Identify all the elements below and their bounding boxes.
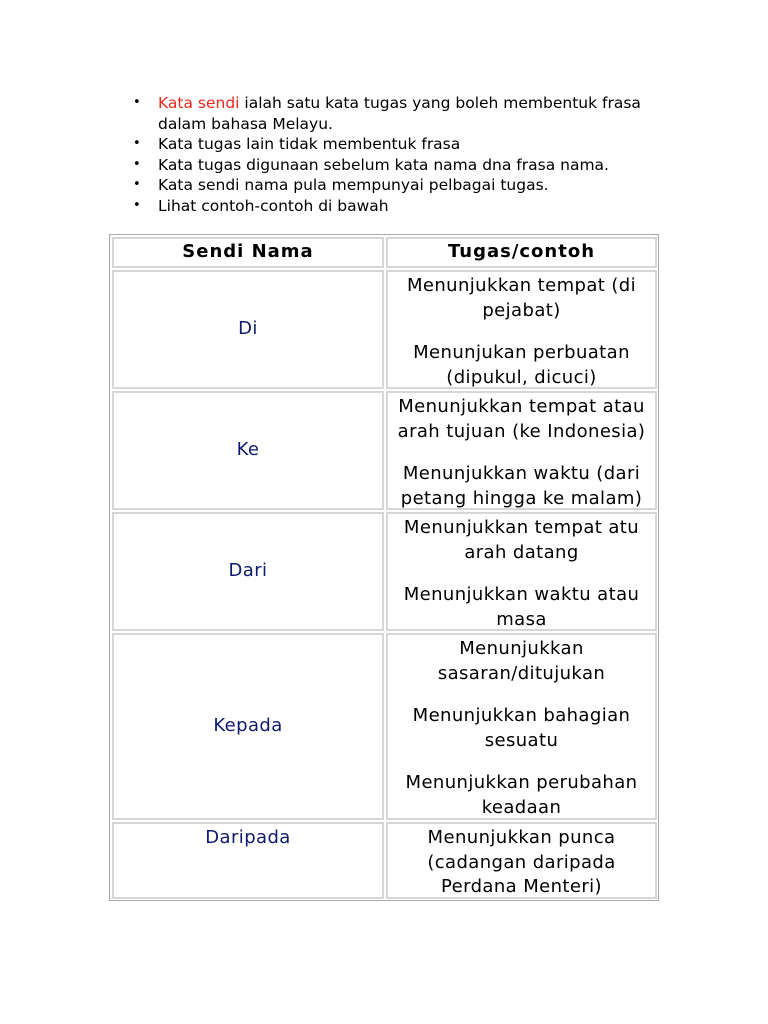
bullet-text: Kata tugas lain tidak membentuk frasa: [158, 135, 461, 154]
tugas-example: Menunjukkan tempat atu arah datang: [403, 517, 640, 563]
tugas-example: Menunjukan perbuatan (dipukul, dicuci): [413, 342, 630, 388]
tugas-example: Menunjukkan waktu atau masa: [403, 584, 640, 630]
bullet-text: Kata tugas digunaan sebelum kata nama dna frasa nama.: [158, 155, 609, 174]
bullet-dot-icon: •: [133, 136, 141, 152]
bullet-dot-icon: •: [133, 177, 141, 193]
sendi-cell: Ke: [112, 391, 384, 510]
sendi-nama-table: [109, 234, 659, 901]
tugas-example: Menunjukkan punca (cadangan daripada Perdana Menteri): [427, 827, 616, 897]
tugas-example: Menunjukkan perubahan keadaan: [405, 772, 638, 818]
tugas-example: Menunjukkan tempat (di pejabat): [406, 275, 637, 321]
bullet-item: [130, 155, 670, 176]
tugas-cell: [386, 822, 657, 899]
bullet-text: Lihat contoh-contoh di bawah: [158, 196, 389, 215]
tugas-cell: [386, 391, 657, 510]
bullet-dot-icon: •: [133, 197, 141, 213]
bullet-item: [130, 134, 670, 155]
sendi-cell: Dari: [112, 512, 384, 631]
bullet-item: [130, 196, 670, 217]
bullet-dot-icon: •: [133, 95, 141, 110]
tugas-example: Menunjukkan bahagian sesuatu: [412, 705, 631, 751]
sendi-cell: Di: [112, 270, 384, 389]
bullet-item: [130, 93, 670, 134]
bullet-dot-icon: •: [133, 156, 141, 172]
highlighted-term: Kata sendi: [158, 94, 240, 112]
tugas-example: Menunjukkan sasaran/ditujukan: [437, 638, 606, 684]
sendi-cell: Kepada: [112, 633, 384, 820]
tugas-cell: [386, 512, 657, 631]
bullet-text: ialah satu kata tugas yang boleh membentuk frasa dalam bahasa Melayu.: [158, 94, 641, 133]
tugas-example: Menunjukkan tempat atau arah tujuan (ke Indonesia): [397, 396, 646, 442]
intro-bullet-list: [130, 93, 670, 217]
bullet-text: Kata sendi nama pula mempunyai pelbagai tugas.: [158, 176, 549, 195]
tugas-cell: [386, 270, 657, 389]
header-sendi-nama: Sendi Nama: [112, 237, 384, 268]
tugas-example: Menunjukkan waktu (dari petang hingga ke malam): [400, 463, 643, 509]
sendi-cell: Daripada: [112, 822, 384, 899]
header-tugas-contoh: Tugas/contoh: [386, 237, 657, 268]
tugas-cell: [386, 633, 657, 820]
bullet-item: [130, 175, 670, 196]
